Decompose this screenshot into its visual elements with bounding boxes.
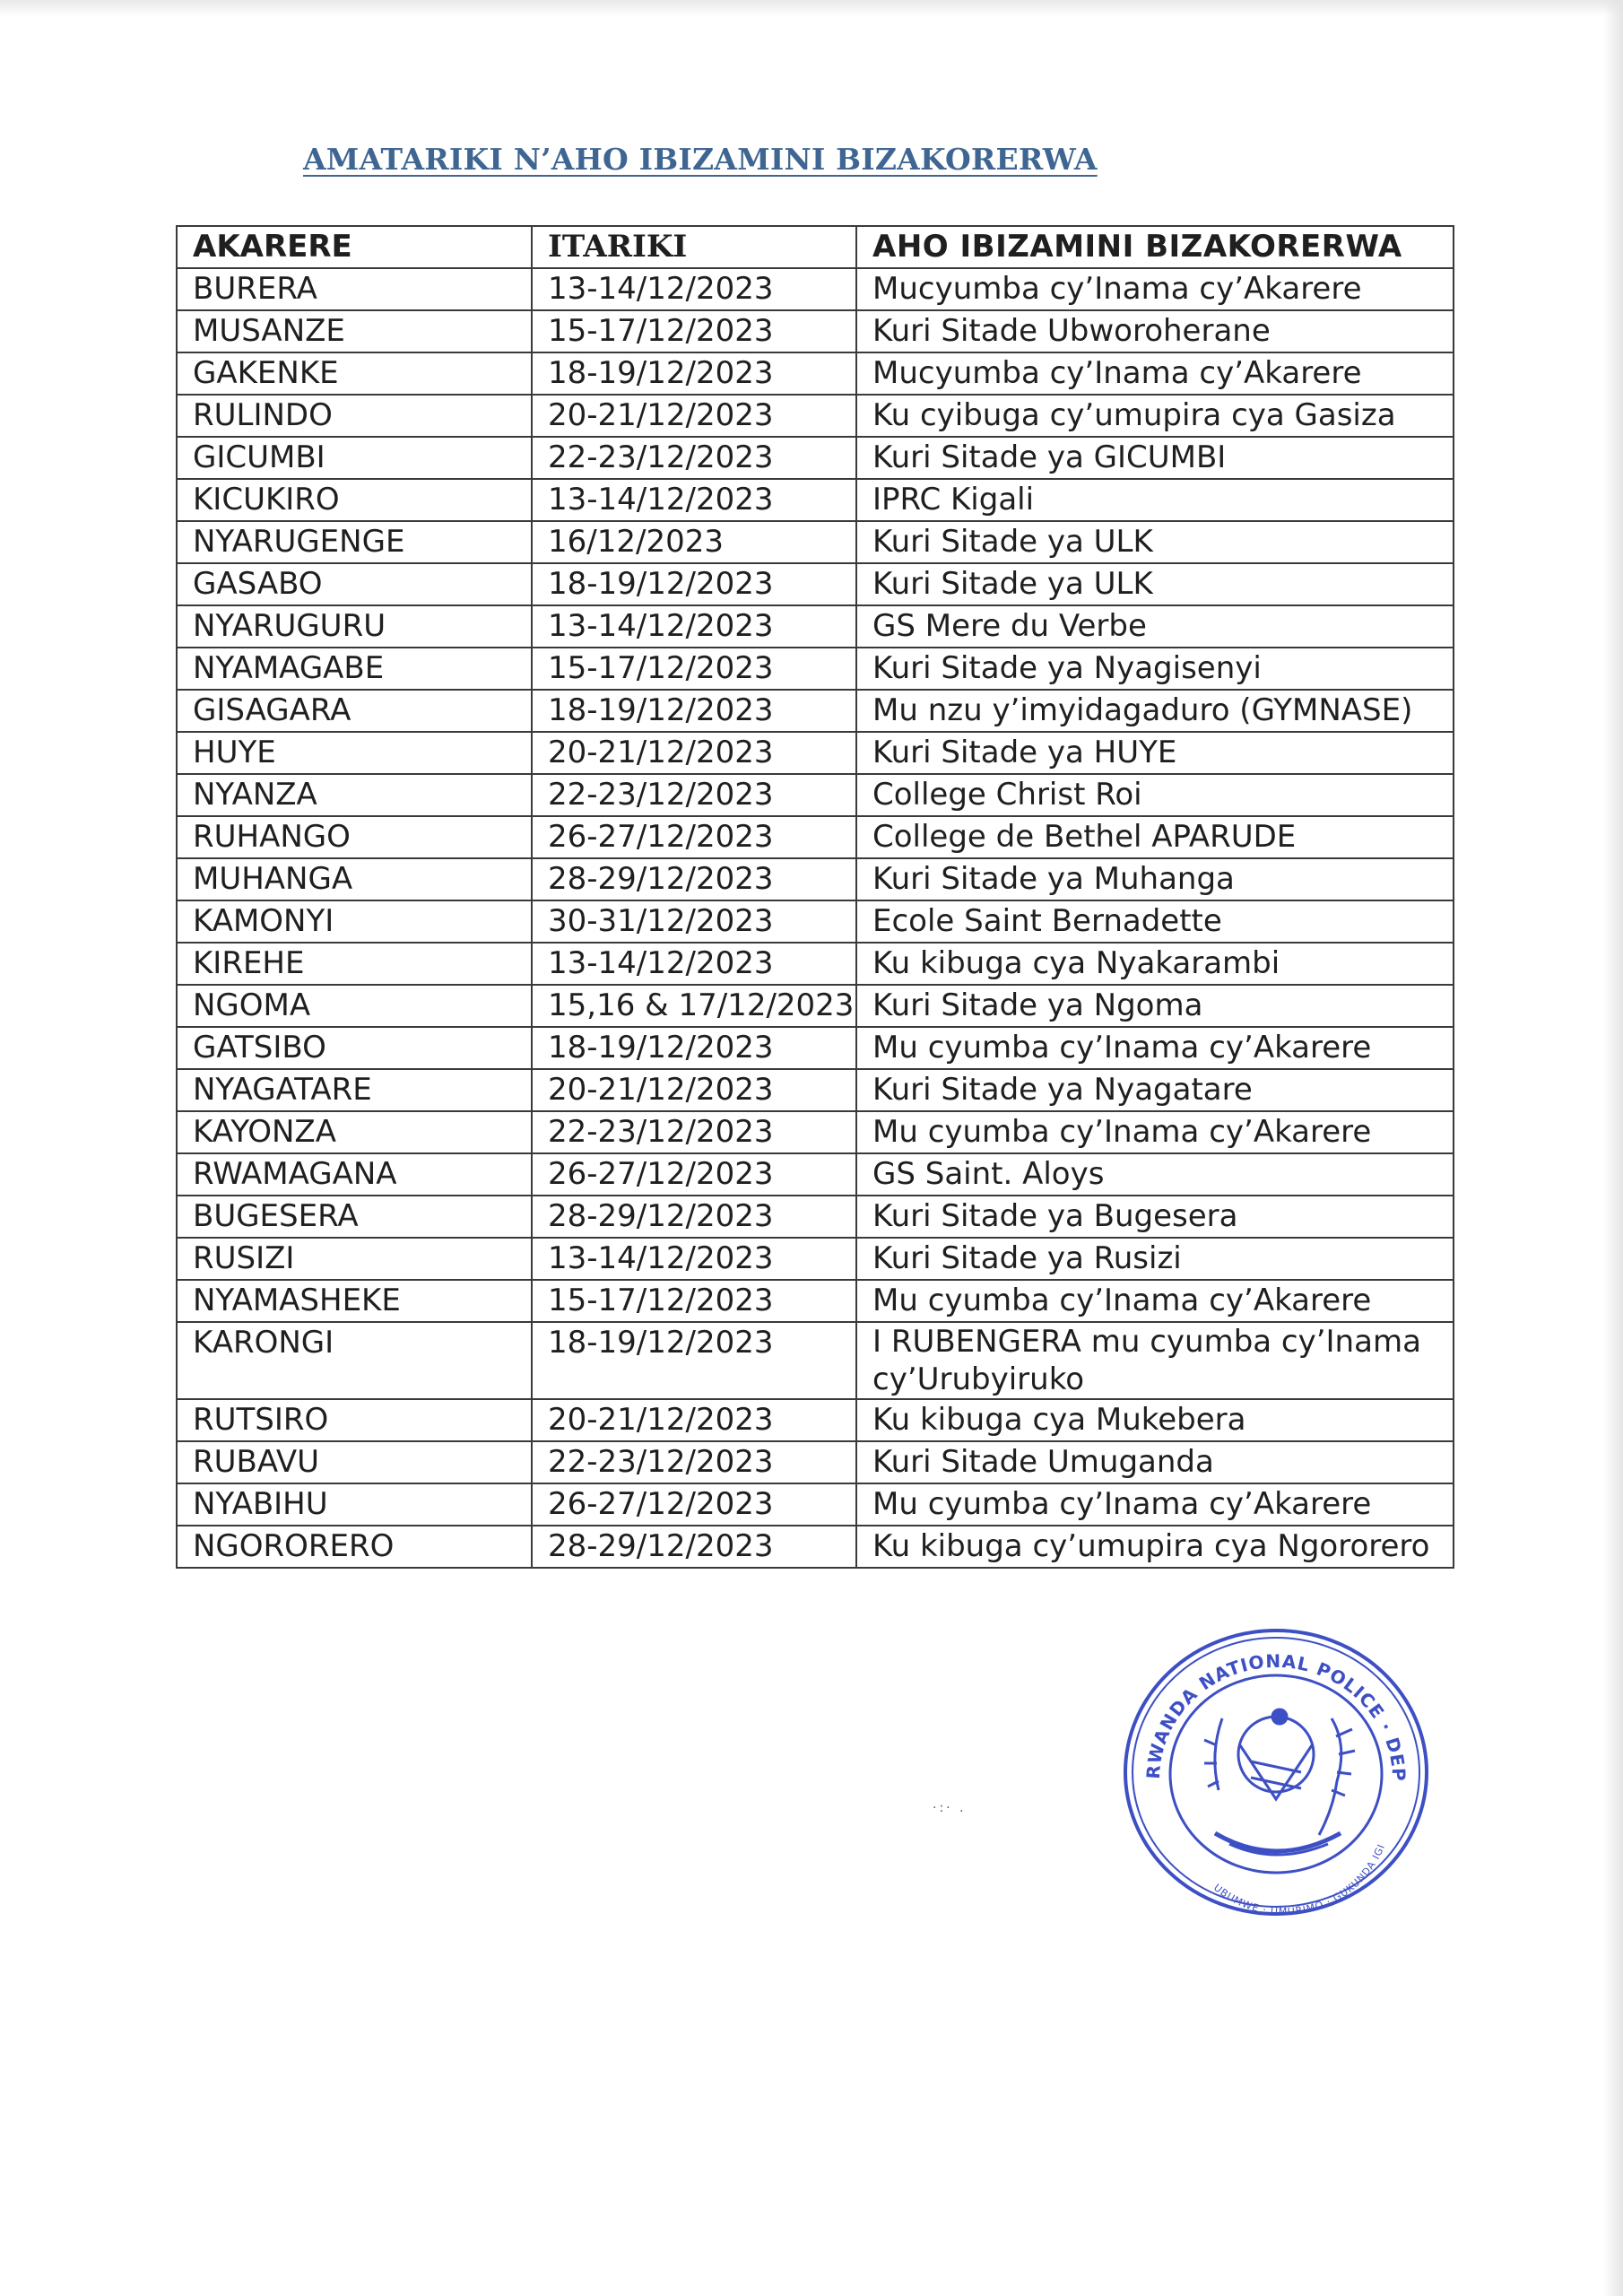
district-cell: HUYE <box>177 732 532 774</box>
table-row <box>177 943 1454 985</box>
table-row <box>177 1069 1454 1111</box>
date-cell: 15,16 & 17/12/2023 <box>532 985 856 1027</box>
venue-cell: Mu cyumba cy’Inama cy’Akarere <box>856 1111 1454 1153</box>
district-cell: RUSIZI <box>177 1238 532 1280</box>
date-cell: 28-29/12/2023 <box>532 1526 856 1568</box>
venue-cell: Kuri Sitade ya GICUMBI <box>856 437 1454 479</box>
table-row <box>177 1196 1454 1238</box>
venue-cell: Ku kibuga cya Mukebera <box>856 1399 1454 1441</box>
district-cell: KICUKIRO <box>177 479 532 521</box>
district-cell: BUGESERA <box>177 1196 532 1238</box>
table-row <box>177 268 1454 310</box>
date-cell: 22-23/12/2023 <box>532 1111 856 1153</box>
column-header-district: AKARERE <box>177 226 532 268</box>
district-cell: KAMONYI <box>177 900 532 943</box>
district-cell: NYARUGENGE <box>177 521 532 563</box>
date-cell: 16/12/2023 <box>532 521 856 563</box>
table-row <box>177 1526 1454 1568</box>
date-cell: 18-19/12/2023 <box>532 352 856 395</box>
date-cell: 18-19/12/2023 <box>532 1027 856 1069</box>
district-cell: RULINDO <box>177 395 532 437</box>
district-cell: MUHANGA <box>177 858 532 900</box>
date-cell: 30-31/12/2023 <box>532 900 856 943</box>
scan-edge-right <box>1603 0 1623 2296</box>
table-row <box>177 1111 1454 1153</box>
table-row <box>177 985 1454 1027</box>
district-cell: GICUMBI <box>177 437 532 479</box>
table-row <box>177 1153 1454 1196</box>
table-row <box>177 1483 1454 1526</box>
venue-cell: Mucyumba cy’Inama cy’Akarere <box>856 352 1454 395</box>
venue-cell: I RUBENGERA mu cyumba cy’Inama cy’Urubyiruko <box>856 1322 1454 1399</box>
venue-cell: Mu cyumba cy’Inama cy’Akarere <box>856 1483 1454 1526</box>
table-row <box>177 900 1454 943</box>
venue-cell: Ecole Saint Bernadette <box>856 900 1454 943</box>
scan-edge-top <box>0 0 1623 16</box>
date-cell: 13-14/12/2023 <box>532 605 856 648</box>
date-cell: 20-21/12/2023 <box>532 1399 856 1441</box>
venue-cell: Kuri Sitade ya Nyagisenyi <box>856 648 1454 690</box>
venue-cell: Kuri Sitade ya Ngoma <box>856 985 1454 1027</box>
venue-cell: Kuri Sitade Umuganda <box>856 1441 1454 1483</box>
date-cell: 26-27/12/2023 <box>532 816 856 858</box>
district-cell: KIREHE <box>177 943 532 985</box>
district-cell: NYABIHU <box>177 1483 532 1526</box>
district-cell: RUTSIRO <box>177 1399 532 1441</box>
district-cell: NYANZA <box>177 774 532 816</box>
exam-schedule-table <box>176 225 1454 1569</box>
venue-cell: Kuri Sitade ya Muhanga <box>856 858 1454 900</box>
date-cell: 13-14/12/2023 <box>532 268 856 310</box>
district-cell: KARONGI <box>177 1322 532 1399</box>
venue-cell: Kuri Sitade Ubworoherane <box>856 310 1454 352</box>
official-stamp <box>1116 1620 1435 1916</box>
venue-cell: Mu nzu y’imyidagaduro (GYMNASE) <box>856 690 1454 732</box>
district-cell: NGOMA <box>177 985 532 1027</box>
table-row <box>177 563 1454 605</box>
venue-cell: GS Mere du Verbe <box>856 605 1454 648</box>
date-cell: 28-29/12/2023 <box>532 858 856 900</box>
table-row <box>177 1399 1454 1441</box>
date-cell: 22-23/12/2023 <box>532 774 856 816</box>
district-cell: GISAGARA <box>177 690 532 732</box>
table-row <box>177 732 1454 774</box>
district-cell: BURERA <box>177 268 532 310</box>
column-header-venue: AHO IBIZAMINI BIZAKORERWA <box>856 226 1454 268</box>
date-cell: 28-29/12/2023 <box>532 1196 856 1238</box>
table-row <box>177 1441 1454 1483</box>
venue-cell: College Christ Roi <box>856 774 1454 816</box>
table-row <box>177 858 1454 900</box>
column-header-date: ITARIKI <box>532 226 856 268</box>
district-cell: GAKENKE <box>177 352 532 395</box>
district-cell: NYAGATARE <box>177 1069 532 1111</box>
district-cell: GATSIBO <box>177 1027 532 1069</box>
district-cell: MUSANZE <box>177 310 532 352</box>
venue-cell: Kuri Sitade ya ULK <box>856 563 1454 605</box>
date-cell: 13-14/12/2023 <box>532 943 856 985</box>
venue-cell: Ku cyibuga cy’umupira cya Gasiza <box>856 395 1454 437</box>
venue-cell: Kuri Sitade ya HUYE <box>856 732 1454 774</box>
date-cell: 22-23/12/2023 <box>532 437 856 479</box>
district-cell: NYARUGURU <box>177 605 532 648</box>
table-header-row <box>177 226 1454 268</box>
date-cell: 20-21/12/2023 <box>532 1069 856 1111</box>
scan-speck: ·:· . <box>933 1801 967 1815</box>
table-row <box>177 648 1454 690</box>
venue-cell: Ku kibuga cya Nyakarambi <box>856 943 1454 985</box>
table-row <box>177 310 1454 352</box>
svg-text:UBUMWE · UMURIMO · GUKUNDA IGI: UBUMWE · UMURIMO · GUKUNDA IGI <box>1211 1841 1388 1916</box>
date-cell: 26-27/12/2023 <box>532 1153 856 1196</box>
table-row <box>177 1027 1454 1069</box>
district-cell: NGORORERO <box>177 1526 532 1568</box>
table-row <box>177 352 1454 395</box>
date-cell: 15-17/12/2023 <box>532 648 856 690</box>
date-cell: 20-21/12/2023 <box>532 395 856 437</box>
table-row <box>177 1280 1454 1322</box>
date-cell: 13-14/12/2023 <box>532 1238 856 1280</box>
table-row <box>177 690 1454 732</box>
date-cell: 18-19/12/2023 <box>532 690 856 732</box>
venue-cell: Kuri Sitade ya ULK <box>856 521 1454 563</box>
table-row <box>177 816 1454 858</box>
venue-cell: Mu cyumba cy’Inama cy’Akarere <box>856 1027 1454 1069</box>
date-cell: 13-14/12/2023 <box>532 479 856 521</box>
district-cell: RUHANGO <box>177 816 532 858</box>
venue-cell: College de Bethel APARUDE <box>856 816 1454 858</box>
district-cell: KAYONZA <box>177 1111 532 1153</box>
district-cell: RUBAVU <box>177 1441 532 1483</box>
date-cell: 18-19/12/2023 <box>532 563 856 605</box>
date-cell: 22-23/12/2023 <box>532 1441 856 1483</box>
district-cell: NYAMAGABE <box>177 648 532 690</box>
document-title: AMATARIKI N’AHO IBIZAMINI BIZAKORERWA <box>303 142 1098 177</box>
table-row <box>177 479 1454 521</box>
district-cell: GASABO <box>177 563 532 605</box>
venue-cell: Mu cyumba cy’Inama cy’Akarere <box>856 1280 1454 1322</box>
table-row <box>177 774 1454 816</box>
venue-cell: Kuri Sitade ya Bugesera <box>856 1196 1454 1238</box>
table-row <box>177 1322 1454 1399</box>
district-cell: NYAMASHEKE <box>177 1280 532 1322</box>
table-row <box>177 395 1454 437</box>
table-body <box>177 268 1454 1568</box>
venue-cell: Ku kibuga cy’umupira cya Ngororero <box>856 1526 1454 1568</box>
date-cell: 15-17/12/2023 <box>532 1280 856 1322</box>
date-cell: 20-21/12/2023 <box>532 732 856 774</box>
table-row <box>177 605 1454 648</box>
venue-cell: IPRC Kigali <box>856 479 1454 521</box>
venue-cell: GS Saint. Aloys <box>856 1153 1454 1196</box>
venue-cell: Mucyumba cy’Inama cy’Akarere <box>856 268 1454 310</box>
date-cell: 26-27/12/2023 <box>532 1483 856 1526</box>
svg-text:RWANDA NATIONAL POLICE · DEPT: RWANDA NATIONAL POLICE · DEP <box>1141 1649 1410 1783</box>
date-cell: 15-17/12/2023 <box>532 310 856 352</box>
district-cell: RWAMAGANA <box>177 1153 532 1196</box>
table-row <box>177 1238 1454 1280</box>
table-row <box>177 521 1454 563</box>
date-cell: 18-19/12/2023 <box>532 1322 856 1399</box>
table-row <box>177 437 1454 479</box>
venue-cell: Kuri Sitade ya Nyagatare <box>856 1069 1454 1111</box>
venue-cell: Kuri Sitade ya Rusizi <box>856 1238 1454 1280</box>
